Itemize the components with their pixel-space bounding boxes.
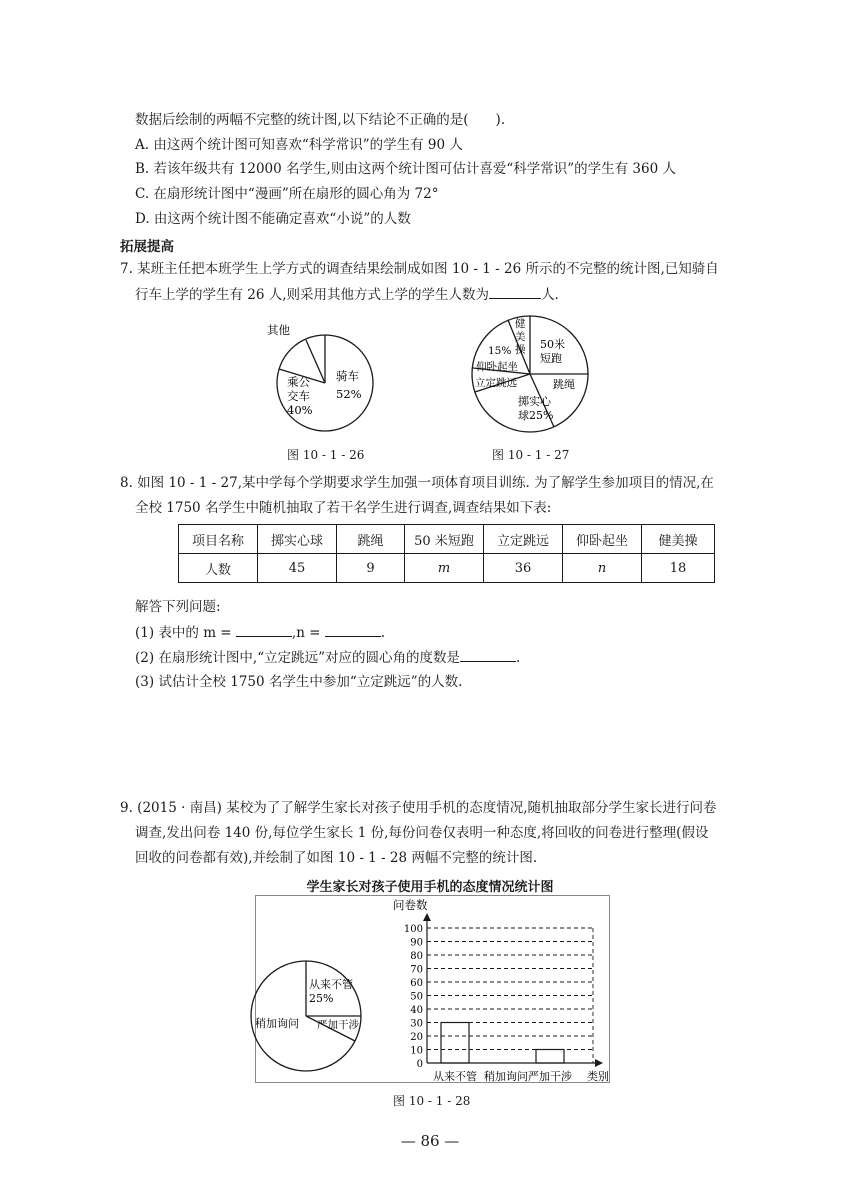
fig27-label-ball-1: 掷实心: [518, 395, 551, 408]
fig26-label-bike: 骑车: [336, 369, 359, 383]
y-tick-label: 70: [410, 964, 423, 976]
q8-sub1-text: (1) 表中的 m =: [135, 625, 232, 641]
table-header-cell: 健美操: [642, 525, 715, 554]
q6-option-c: C. 在扇形统计图中“漫画”所在扇形的圆心角为 72°: [135, 186, 439, 202]
table-row: [179, 554, 715, 583]
x-tick-label: 从来不管: [433, 1070, 477, 1083]
table-cell: 18: [642, 554, 715, 583]
table-cell: 人数: [179, 554, 258, 583]
q8-line1: 8. 如图 10 - 1 - 27,某中学每个学期要求学生加强一项体育项目训练. 为了解学生参加项目的情况,在: [120, 475, 714, 491]
q6-option-d: D. 由这两个统计图不能确定喜欢“小说”的人数: [135, 211, 411, 227]
q6-intro: 数据后绘制的两幅不完整的统计图,以下结论不正确的是( ).: [135, 112, 506, 128]
table-header-cell: 跳绳: [337, 525, 405, 554]
m-answer-blank[interactable]: [236, 622, 292, 637]
pie-chart-fig26: [262, 318, 392, 438]
q6-option-b: B. 若该年级共有 12000 名学生,则由这两个统计图可估计喜爱“科学常识”的学生有 360 人: [135, 161, 676, 177]
fig27-label-situp: 仰卧起坐: [476, 361, 518, 373]
fig27-label-jump: 立定跳远: [475, 377, 517, 389]
bar-chart-fig28: [385, 895, 610, 1085]
q8-sub2: [135, 647, 520, 668]
y-tick-label: 10: [410, 1045, 423, 1057]
y-tick-label: 60: [410, 978, 423, 989]
fig26-label-bike-pct: 52%: [336, 387, 362, 401]
fig26-caption: 图 10 - 1 - 26: [287, 448, 365, 462]
angle-answer-blank[interactable]: [460, 647, 516, 662]
fig28-label-ask: 稍加询问: [255, 1017, 299, 1030]
q8-sub2-end: .: [516, 650, 521, 666]
q8-answer-prompt: 解答下列问题:: [135, 599, 221, 615]
fig27-label-sprint-2: 短跑: [540, 352, 562, 365]
fig27-label-ball-2: 球25%: [518, 409, 554, 422]
table-header-cell: 项目名称: [179, 525, 258, 554]
q7-line1: 7. 某班主任把本班学生上学方式的调查结果绘制成如图 10 - 1 - 26 所示的不完整的统计图,已知骑自: [120, 261, 719, 277]
fig28-title: 学生家长对孩子使用手机的态度情况统计图: [306, 880, 554, 895]
y-tick-label: 40: [410, 1005, 423, 1016]
fig28-label-never: 从来不管: [309, 978, 353, 991]
pie-chart-fig27: [468, 308, 598, 438]
y-tick-label: 100: [403, 924, 423, 935]
q7-unit: 人.: [541, 287, 559, 303]
fig26-label-bus-pct: 40%: [287, 403, 313, 417]
fig26-label-bus2: 交车: [287, 389, 310, 403]
fig27-label-jianmei-3: 操: [515, 344, 526, 356]
q7-text: 行车上学的学生有 26 人,则采用其他方式上学的学生人数为: [135, 287, 490, 303]
fig28-label-strict: 严加干涉: [317, 1019, 359, 1031]
q6-option-a: A. 由这两个统计图可知喜欢“科学常识”的学生有 90 人: [135, 137, 463, 153]
q7-answer-blank[interactable]: [489, 284, 541, 299]
table-cell: n: [563, 554, 642, 583]
q9-line3: 回收的问卷都有效),并绘制了如图 10 - 1 - 28 两幅不完整的统计图.: [135, 850, 538, 866]
q8-line2: 全校 1750 名学生中随机抽取了若干名学生进行调查,调查结果如下表:: [135, 500, 552, 516]
table-header-cell: 仰卧起坐: [563, 525, 642, 554]
fig27-label-jianmei-1: 健: [515, 318, 526, 330]
q9-line1: 9. (2015 · 南昌) 某校为了了解学生家长对孩子使用手机的态度情况,随机抽取部分学生家长进行问卷: [120, 800, 717, 816]
y-tick-label: 90: [410, 937, 423, 949]
y-tick-label: 0: [416, 1059, 423, 1070]
q8-sub3: (3) 试估计全校 1750 名学生中参加“立定跳远”的人数.: [135, 674, 463, 690]
q8-sub1: [135, 622, 385, 643]
x-axis-title: 类别: [587, 1070, 609, 1083]
fig27-label-sprint-1: 50米: [540, 338, 565, 351]
fig28-label-never-pct: 25%: [309, 992, 334, 1005]
table-cell: 45: [258, 554, 337, 583]
table-header-cell: 掷实心球: [258, 525, 337, 554]
y-axis-title: 问卷数: [393, 898, 428, 912]
y-tick-label: 50: [410, 991, 423, 1003]
x-tick-label: 稍加询问: [484, 1070, 528, 1083]
y-tick-label: 20: [410, 1032, 423, 1043]
x-axis-arrow: [595, 1059, 603, 1067]
section-heading: 拓展提高: [120, 239, 174, 255]
q8-data-table: [178, 524, 715, 583]
table-header-cell: 立定跳远: [484, 525, 563, 554]
table-cell: 9: [337, 554, 405, 583]
table-header-row: [179, 525, 715, 554]
fig27-label-pct15: 15%: [488, 345, 512, 357]
fig27-caption: 图 10 - 1 - 27: [492, 448, 570, 462]
table-header-cell: 50 米短跑: [405, 525, 484, 554]
page-number: — 86 —: [400, 1132, 460, 1150]
n-answer-blank[interactable]: [325, 622, 381, 637]
pie-chart-fig28: [250, 940, 370, 1085]
table-cell: m: [405, 554, 484, 583]
q9-line2: 调查,发出问卷 140 份,每位学生家长 1 份,每份问卷仅表明一种态度,将回收的问卷进行整理(假设: [135, 825, 709, 841]
y-tick-label: 80: [410, 951, 423, 962]
q8-sub2-text: (2) 在扇形统计图中,“立定跳远”对应的圆心角的度数是: [135, 650, 461, 666]
y-tick-label: 30: [410, 1018, 423, 1030]
bar: [536, 1050, 564, 1064]
q8-sub1-n: ,n =: [291, 625, 321, 641]
bar: [441, 1023, 469, 1064]
y-axis-arrow: [423, 913, 431, 921]
q7-line2: [135, 284, 559, 305]
fig27-label-rope: 跳绳: [553, 378, 575, 391]
fig27-label-jianmei-2: 美: [515, 331, 526, 343]
x-tick-label: 严加干涉: [528, 1070, 572, 1083]
fig28-caption: 图 10 - 1 - 28: [393, 1094, 471, 1108]
table-cell: 36: [484, 554, 563, 583]
q8-sub1-end: .: [380, 625, 386, 641]
fig26-label-other: 其他: [267, 323, 290, 337]
fig26-label-bus1: 乘公: [287, 375, 310, 389]
